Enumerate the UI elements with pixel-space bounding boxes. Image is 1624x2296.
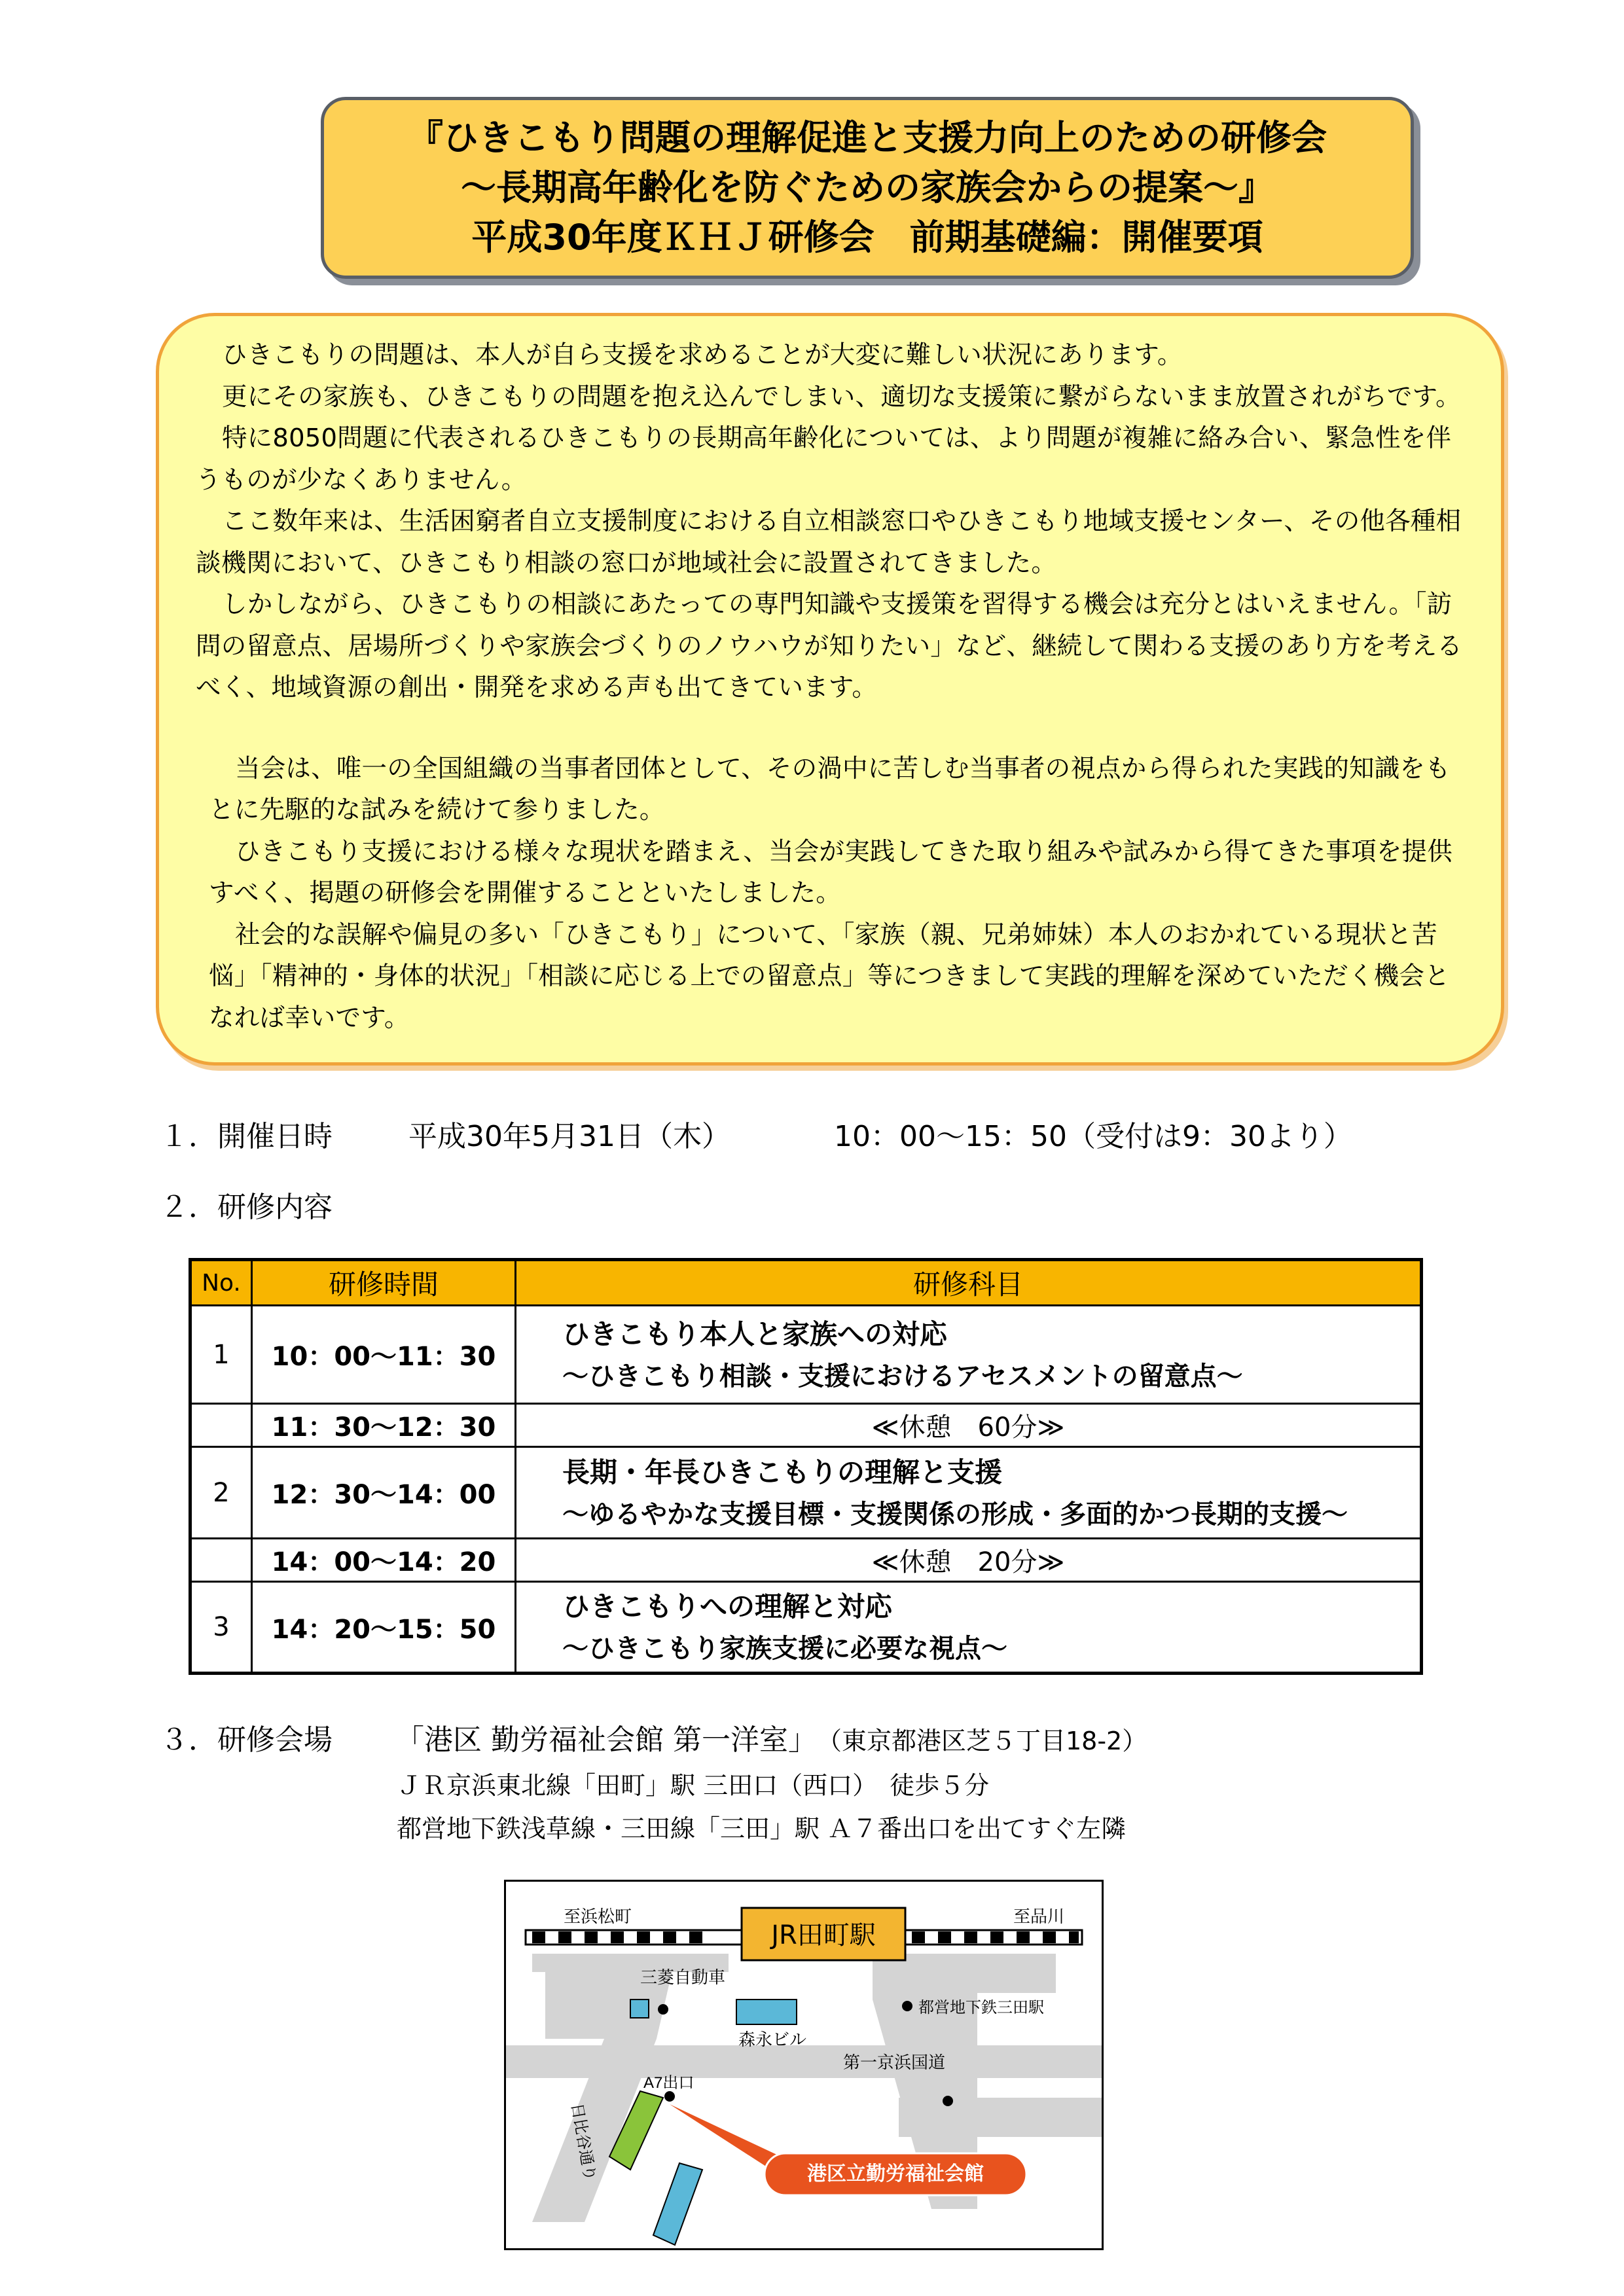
row-number: 2	[190, 1447, 252, 1539]
venue-building	[653, 2163, 702, 2245]
callout-arrow	[670, 2104, 781, 2170]
break-label: ≪休憩 60分≫	[516, 1404, 1422, 1447]
label-subway-station: 都営地下鉄三田駅	[918, 1999, 1044, 2017]
title-line-3: 平成30年度ＫＨＪ研修会 前期基礎編：開催要項	[471, 217, 1263, 258]
row-number	[190, 1539, 252, 1582]
label-morinaga: 森永ビル	[738, 2030, 807, 2049]
mitsubishi-building	[630, 2000, 649, 2018]
marker-dot	[664, 2091, 675, 2102]
label-to-shinagawa: 至品川	[1013, 1907, 1065, 1926]
row-time: 12：30〜14：00	[252, 1447, 516, 1539]
subject-subtitle: 〜ゆるやかな支援目標・支援関係の形成・多面的かつ長期的支援〜	[562, 1499, 1348, 1530]
title-line-2: 〜長期高年齢化を防ぐための家族会からの提案〜』	[461, 167, 1274, 208]
row-subject	[516, 1582, 1422, 1674]
section-date	[160, 1113, 1352, 1155]
road-keihin	[506, 2045, 1102, 2078]
row-subject	[516, 1306, 1422, 1404]
row-number: 1	[190, 1306, 252, 1404]
map-drawing	[506, 1882, 1102, 2248]
label-to-hamamatsucho: 至浜松町	[564, 1907, 632, 1926]
access-jr: ＪＲ京浜東北線「田町」駅 三田口（西口） 徒歩５分	[397, 1771, 990, 1800]
label-keihin: 第一京浜国道	[843, 2053, 946, 2072]
row-subject	[516, 1447, 1422, 1539]
subject-title: ひきこもり本人と家族への対応	[562, 1318, 948, 1350]
table-row-break	[190, 1539, 1422, 1582]
marker-dot	[658, 2004, 668, 2015]
intro-paragraph: 更にその家族も、ひきこもりの問題を抱え込んでしまい、適切な支援策に繋がらないまま放置されがちです。	[222, 382, 1461, 412]
subject-subtitle: 〜ひきこもり相談・支援におけるアセスメントの留意点〜	[562, 1361, 1243, 1391]
intro-paragraph: 特に8050問題に代表されるひきこもりの長期高年齢化については、より問題が複雑に絡み合い、緊急性を伴うものが少なくありません。	[196, 423, 1452, 495]
row-number	[190, 1404, 252, 1447]
title-box	[321, 97, 1414, 279]
row-number: 3	[190, 1582, 252, 1674]
header-no: No.	[190, 1260, 252, 1306]
road-east-branch	[899, 2098, 1102, 2137]
header-subject: 研修科目	[516, 1260, 1422, 1306]
label-mitsubishi: 三菱自動車	[640, 1967, 726, 1987]
introduction-box	[156, 313, 1504, 1066]
table-row-break	[190, 1404, 1422, 1447]
morinaga-building	[736, 2000, 797, 2024]
table-row	[190, 1306, 1422, 1404]
intro-paragraph: 当会は、唯一の全国組織の当事者団体として、その渦中に苦しむ当事者の視点から得られた実践的知識をもとに先駆的な試みを続けて参りました。	[209, 753, 1451, 825]
marker-dot	[943, 2096, 953, 2106]
access-map	[504, 1880, 1104, 2250]
intro-paragraph: ここ数年来は、生活困窮者自立支援制度における自立相談窓口やひきこもり地域支援センター、その他各種相談機関において、ひきこもり相談の窓口が地域社会に設置されてきました。	[196, 507, 1462, 578]
venue-name: 「港区 勤労福祉会館 第一洋室」	[395, 1723, 817, 1757]
venue-callout-label: 港区立勤労福祉会館	[807, 2162, 984, 2185]
row-time: 14：00〜14：20	[252, 1539, 516, 1582]
section-date-label: １．開催日時	[160, 1120, 333, 1153]
break-label: ≪休憩 20分≫	[516, 1539, 1422, 1582]
label-a7-exit: A7出口	[643, 2074, 695, 2092]
title-line-1: 『ひきこもり問題の理解促進と支援力向上のための研修会	[408, 117, 1327, 158]
intro-paragraph: しかしながら、ひきこもりの相談にあたっての専門知識や支援策を習得する機会は充分とはいえません。「訪問の留意点、居場所づくりや家族会づくりのノウハウが知りたい」など、継続して関わる支援のあり方を考えるべく、地域資源の創出・開発を求める声も出てきています。	[196, 590, 1463, 702]
header-time: 研修時間	[252, 1260, 516, 1306]
table-header-row	[190, 1260, 1422, 1306]
subject-title: ひきこもりへの理解と対応	[562, 1590, 893, 1623]
row-time: 11：30〜12：30	[252, 1404, 516, 1447]
intro-paragraph: ひきこもりの問題は、本人が自ら支援を求めることが大変に難しい状況にあります。	[222, 340, 1183, 370]
table-row	[190, 1447, 1422, 1539]
event-time: 10：00〜15：50（受付は9：30より）	[834, 1120, 1352, 1153]
schedule-table	[189, 1258, 1423, 1675]
section-venue	[160, 1716, 1147, 1758]
subject-subtitle: 〜ひきこもり家族支援に必要な視点〜	[562, 1634, 1007, 1664]
event-date: 平成30年5月31日（木）	[408, 1120, 731, 1153]
row-time: 14：20〜15：50	[252, 1582, 516, 1674]
station-label: JR田町駅	[771, 1920, 876, 1950]
marker-dot	[902, 2001, 912, 2011]
venue-address: （東京都港区芝５丁目18-2）	[816, 1727, 1147, 1755]
label-hibiya: 日比谷通り	[568, 2102, 599, 2183]
table-row	[190, 1582, 1422, 1674]
section-venue-label: ３．研修会場	[160, 1723, 333, 1757]
row-time: 10：00〜11：30	[252, 1306, 516, 1404]
subject-title: 長期・年長ひきこもりの理解と支援	[562, 1456, 1003, 1488]
access-subway: 都営地下鉄浅草線・三田線「三田」駅 Ａ７番出口を出てすぐ左隣	[397, 1814, 1127, 1843]
section-content-label: ２．研修内容	[160, 1191, 333, 1224]
intro-paragraph: 社会的な誤解や偏見の多い「ひきこもり」について、「家族（親、兄弟姉妹）本人のおかれている現状と苦悩」「精神的・身体的状況」「相談に応じる上での留意点」等につきまして実践的理解を深めていただく機会となれば幸いです。	[209, 920, 1450, 1033]
intro-paragraph: ひきこもり支援における様々な現状を踏まえ、当会が実践してきた取り組みや試みから得てきた事項を提供すべく、掲題の研修会を開催することといたしました。	[209, 836, 1453, 908]
